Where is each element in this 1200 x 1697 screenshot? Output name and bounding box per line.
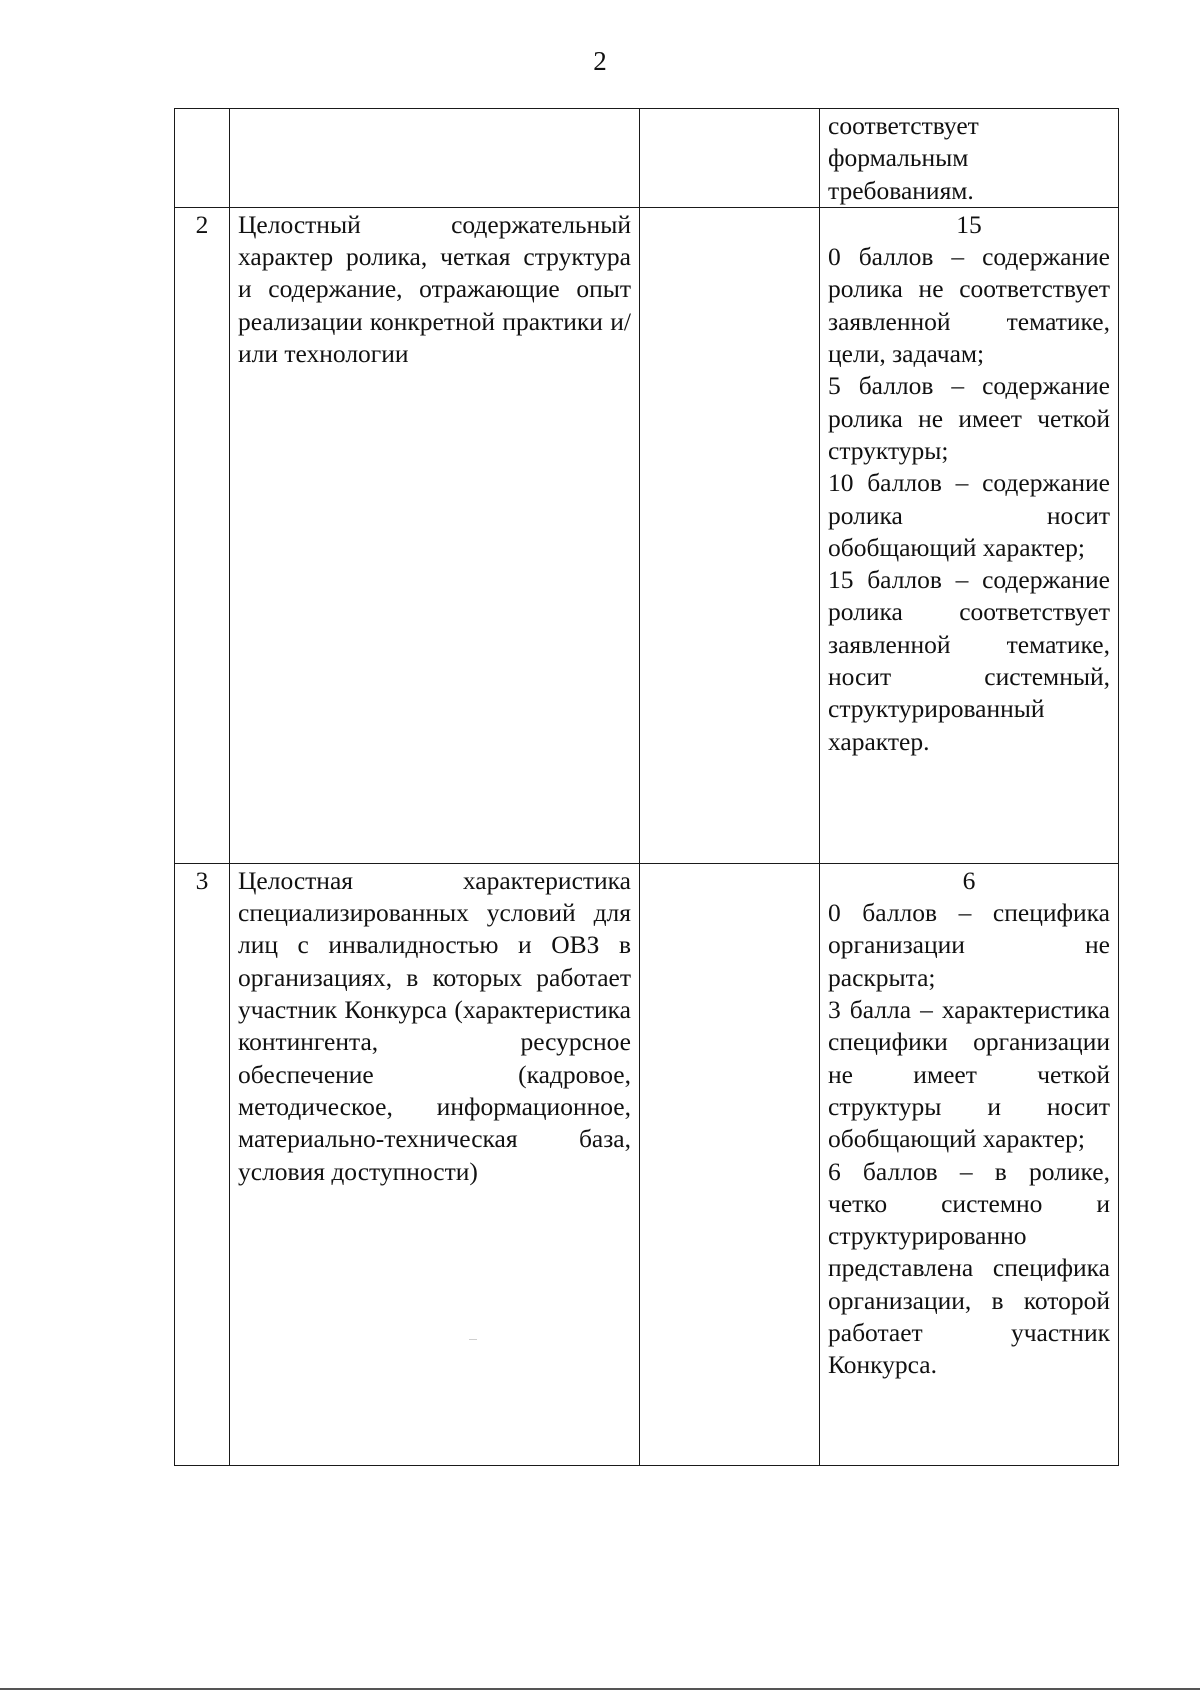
score-item: 0 баллов – специфика организации не раскрыта; <box>828 898 1110 992</box>
row-number-cell: 2 <box>175 207 230 863</box>
table-row <box>175 207 1119 863</box>
score-item: 10 баллов – содержание ролика носит обобщающий характер; <box>828 468 1110 562</box>
row-number-cell: 3 <box>175 863 230 1465</box>
max-score: 6 <box>962 865 976 895</box>
criterion-cell <box>230 109 640 208</box>
score-item: 15 баллов – содержание ролика соответствует заявленной тематике, носит системный, структурированный характер. <box>828 565 1110 756</box>
empty-cell <box>640 109 820 208</box>
criterion-cell: Целостный содержательный характер ролика, четкая структура и содержание, отражающие опыт реализации конкретной практики и/или технологии <box>230 207 640 863</box>
score-item: 0 баллов – содержание ролика не соответствует заявленной тематике, цели, задачам; <box>828 242 1110 369</box>
row-number-cell <box>175 109 230 208</box>
score-cell <box>820 863 1119 1465</box>
page-number: 2 <box>593 46 607 76</box>
empty-cell <box>640 207 820 863</box>
score-item: 5 баллов – содержание ролика не имеет четкой структуры; <box>828 371 1110 465</box>
max-score: 15 <box>956 209 982 239</box>
score-cell <box>820 207 1119 863</box>
bottom-edge-line <box>0 1688 1200 1690</box>
criterion-cell: Целостная характеристика специализированных условий для лиц с инвалидностью и ОВЗ в организациях, в которых работает участник Конкурса (характеристика контингента, ресурсное обеспечение (кадровое, методическое, информационное, материально-техническая база, условия доступности) <box>230 863 640 1465</box>
scan-artifact <box>469 1339 477 1340</box>
table-row <box>175 863 1119 1465</box>
score-description: соответствует формальным требованиям. <box>828 111 979 205</box>
score-cell <box>820 109 1119 208</box>
empty-cell <box>640 863 820 1465</box>
table-row <box>175 109 1119 208</box>
score-item: 3 балла – характеристика специфики организации не имеет четкой структуры и носит обобщающий характер; <box>828 995 1110 1154</box>
score-item: 6 баллов – в ролике, четко системно и структурированно представлена специфика организации, в которой работает участник Конкурса. <box>828 1156 1110 1380</box>
criteria-table <box>174 108 1119 1466</box>
